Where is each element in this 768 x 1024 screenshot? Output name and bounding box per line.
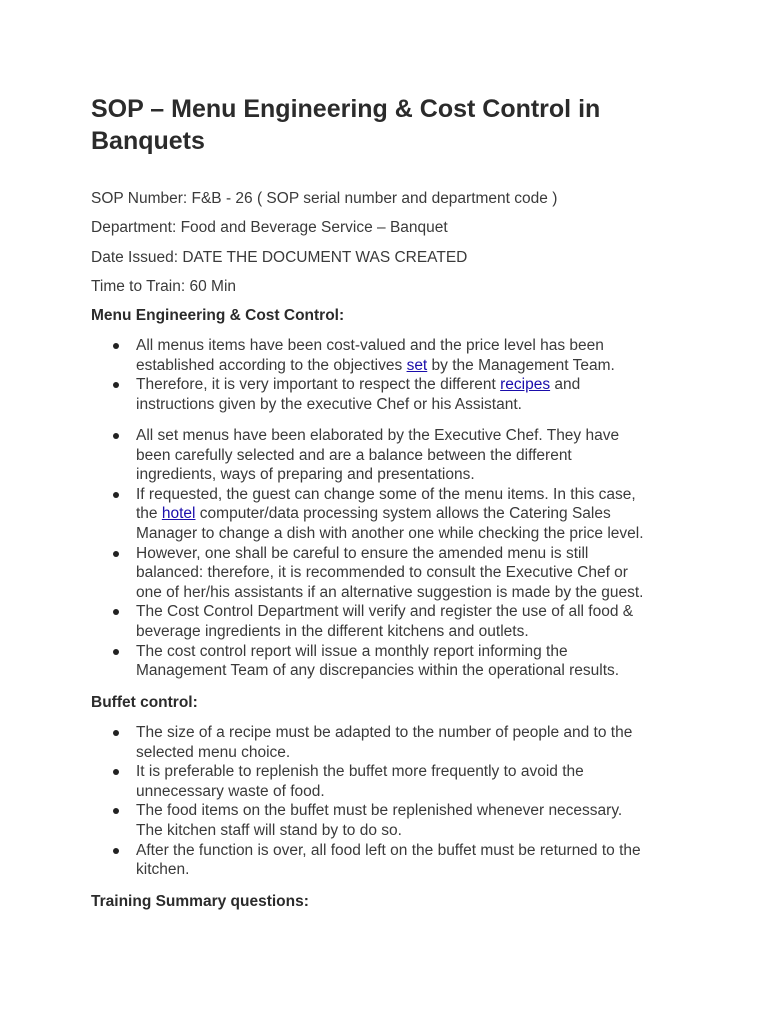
list-item-text: Therefore, it is very important to respect the different (136, 376, 501, 394)
list-item-text: Manager to change a dish with another one while checking the price level. (136, 524, 644, 542)
bullet-icon (113, 730, 119, 736)
list-item (91, 375, 691, 414)
list-item-text: The food items on the buffet must be replenished whenever necessary. (136, 802, 623, 820)
bullet-list-menu-engineering-2 (91, 426, 691, 681)
list-item-text: All set menus have been elaborated by the Executive Chef. They have (136, 427, 620, 444)
list-item-text: However, one shall be careful to ensure the amended menu is still (136, 544, 589, 562)
list-item (91, 801, 691, 840)
section-heading-buffet-control: Buffet control: (91, 694, 198, 711)
time-to-train: Time to Train: 60 Min (91, 278, 237, 295)
bullet-icon (113, 343, 119, 349)
list-item-text: balanced: therefore, it is recommended to consult the Executive Chef or (136, 564, 628, 582)
title-line-1: SOP – Menu Engineering & Cost Control in (91, 95, 601, 123)
bullet-icon (113, 382, 119, 388)
title-line-2: Banquets (91, 127, 205, 155)
list-item-text: The Cost Control Department will verify and register the use of all food & (136, 603, 634, 621)
list-item-text: It is preferable to replenish the buffet more frequently to avoid the (136, 763, 584, 781)
list-item-text: After the function is over, all food left on the buffet must be returned to the (136, 841, 641, 859)
list-item-text: unnecessary waste of food. (136, 782, 325, 800)
list-item-text: The size of a recipe must be adapted to the number of people and to the (136, 724, 633, 741)
bullet-list-menu-engineering-1 (91, 336, 691, 414)
bullet-icon (113, 769, 119, 775)
list-item (91, 426, 691, 485)
list-item (91, 336, 691, 375)
list-item-text: selected menu choice. (136, 743, 291, 761)
bullet-icon (113, 551, 119, 557)
list-item-text: been carefully selected and are a balance between the different (136, 446, 572, 464)
department: Department: Food and Beverage Service – Banquet (91, 219, 448, 236)
hotel-link[interactable]: hotel (161, 505, 196, 523)
bullet-icon (113, 609, 119, 615)
set-link[interactable]: set (406, 356, 428, 374)
page-title (91, 93, 691, 157)
recipes-link[interactable]: recipes (500, 376, 551, 394)
bullet-icon (113, 808, 119, 814)
list-item-text: Management Team of any discrepancies within the operational results. (136, 662, 620, 680)
list-item (91, 485, 691, 544)
list-item-text: ingredients, ways of preparing and presentations. (136, 466, 475, 484)
list-item-text: by the Management Team. (427, 356, 615, 374)
bullet-icon (113, 433, 119, 439)
section-heading-menu-engineering: Menu Engineering & Cost Control: (91, 307, 345, 324)
list-item-text: instructions given by the executive Chef or his Assistant. (136, 395, 522, 413)
bullet-icon (113, 492, 119, 498)
list-item (91, 602, 691, 641)
list-item-text: If requested, the guest can change some of the menu items. In this case, (136, 485, 636, 503)
list-item (91, 544, 691, 603)
list-item (91, 723, 691, 762)
list-item-text: The kitchen staff will stand by to do so. (136, 821, 402, 839)
list-item-text: beverage ingredients in the different kitchens and outlets. (136, 622, 529, 640)
section-heading-training-summary: Training Summary questions: (91, 893, 309, 910)
list-item (91, 642, 691, 681)
sop-number: SOP Number: F&B - 26 ( SOP serial number and department code ) (91, 190, 558, 207)
list-item-text: established according to the objectives (136, 356, 407, 374)
list-item-text: and (550, 376, 581, 394)
bullet-icon (113, 649, 119, 655)
list-item-text: The cost control report will issue a monthly report informing the (136, 642, 568, 660)
list-item (91, 762, 691, 801)
bullet-list-buffet-control (91, 723, 691, 880)
list-item-text: All menus items have been cost-valued and the price level has been (136, 337, 604, 354)
list-item (91, 841, 691, 880)
list-item-text: computer/data processing system allows the Catering Sales (195, 505, 611, 523)
date-issued: Date Issued: DATE THE DOCUMENT WAS CREATED (91, 249, 468, 266)
list-item-text: one of her/his assistants if an alternative suggestion is made by the guest. (136, 583, 644, 601)
list-item-text: the (136, 505, 162, 523)
list-item-text: kitchen. (136, 861, 190, 879)
bullet-icon (113, 848, 119, 854)
